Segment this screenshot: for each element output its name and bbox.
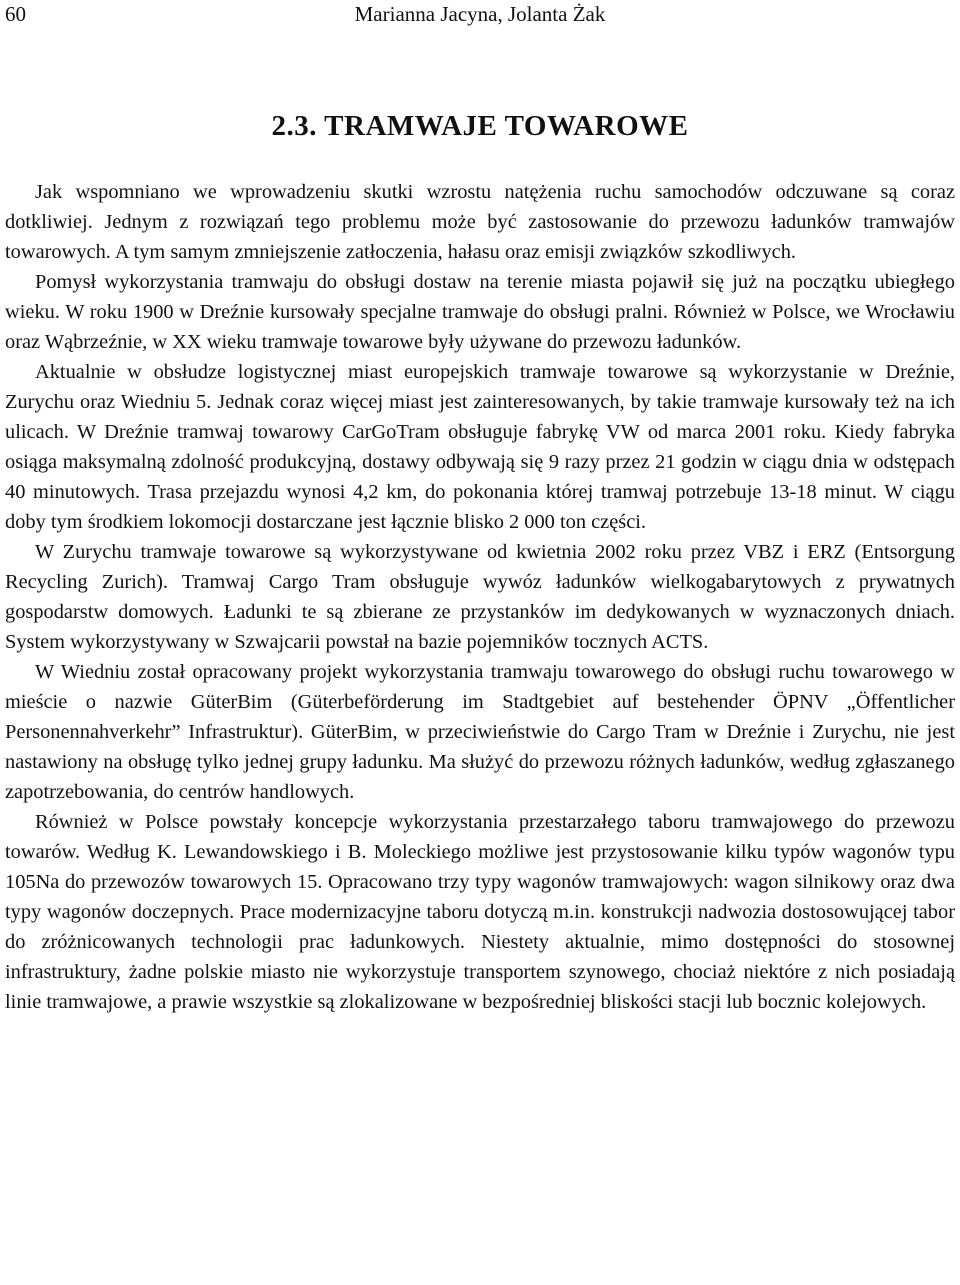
paragraph: Jak wspomniano we wprowadzeniu skutki wzrostu natężenia ruchu samochodów odczuwane są coraz dotkliwiej. Jednym z rozwiązań tego problemu może być zastosowanie do przewozu ładunków tramwajów towarowych. A tym samym zmniejszenie zatłoczenia, hałasu oraz emisji związków szkodliwych. <box>5 181 955 263</box>
page-number: 60 <box>5 2 26 26</box>
paragraph: W Zurychu tramwaje towarowe są wykorzystywane od kwietnia 2002 roku przez VBZ i ERZ (Entsorgung Recycling Zurich). Tramwaj Cargo Tram obsługuje wywóz ładunków wielkogabarytowych z prywatnych gospodarstw domowych. Ładunki te są zbierane ze przystanków im dedykowanych w wyznaczonych dniach. System wykorzystywany w Szwajcarii powstał na bazie pojemników tocznych ACTS. <box>5 541 955 653</box>
header-authors: Marianna Jacyna, Jolanta Żak <box>354 2 606 26</box>
running-header <box>5 0 955 28</box>
paragraph: Aktualnie w obsłudze logistycznej miast europejskich tramwaje towarowe są wykorzystanie w Dreźnie, Zurychu oraz Wiedniu 5. Jednak coraz więcej miast jest zainteresowanych, by takie tramwaje kursowały też na ich ulicach. W Dreźnie tramwaj towarowy CarGoTram obsługuje fabrykę VW od marca 2001 roku. Kiedy fabryka osiąga maksymalną zdolność produkcyjną, dostawy odbywają się 9 razy przez 21 godzin w ciągu dnia w odstępach 40 minutowych. Trasa przejazdu wynosi 4,2 km, do pokonania której tramwaj potrzebuje 13-18 minut. W ciągu doby tym środkiem lokomocji dostarczane jest łącznie blisko 2 000 ton części. <box>5 361 955 533</box>
section-title: 2.3. TRAMWAJE TOWAROWE <box>271 110 689 143</box>
paragraph: W Wiedniu został opracowany projekt wykorzystania tramwaju towarowego do obsługi ruchu towarowego w mieście o nazwie GüterBim (Güterbeförderung im Stadtgebiet auf bestehender ÖPNV „Öffentlicher Personennahverkehr” Infrastruktur). GüterBim, w przeciwieństwie do Cargo Tram w Dreźnie i Zurychu, nie jest nastawiony na obsługę tylko jednej grupy ładunku. Ma służyć do przewozu różnych ładunków, według zgłaszanego zapotrzebowania, do centrów handlowych. <box>5 661 955 803</box>
paragraph: Również w Polsce powstały koncepcje wykorzystania przestarzałego taboru tramwajowego do przewozu towarów. Według K. Lewandowskiego i B. Moleckiego możliwe jest przystosowanie kilku typów wagonów typu 105Na do przewozów towarowych 15. Opracowano trzy typy wagonów tramwajowych: wagon silnikowy oraz dwa typy wagonów doczepnych. Prace modernizacyjne taboru dotyczą m.in. konstrukcji nadwozia dostosowującej tabor do zróżnicowanych technologii prac ładunkowych. Niestety aktualnie, mimo dostępności do stosownej infrastruktury, żadne polskie miasto nie wykorzystuje transportem szynowego, chociaż niektóre z nich posiadają linie tramwajowe, a prawie wszystkie są zlokalizowane w bezpośredniej bliskości stacji lub bocznic kolejowych. <box>5 811 955 1013</box>
paragraph: Pomysł wykorzystania tramwaju do obsługi dostaw na terenie miasta pojawił się już na początku ubiegłego wieku. W roku 1900 w Dreźnie kursowały specjalne tramwaje do obsługi pralni. Również w Polsce, we Wrocławiu oraz Wąbrzeźnie, w XX wieku tramwaje towarowe były używane do przewozu ładunków. <box>5 271 955 353</box>
body-text <box>5 177 955 1017</box>
